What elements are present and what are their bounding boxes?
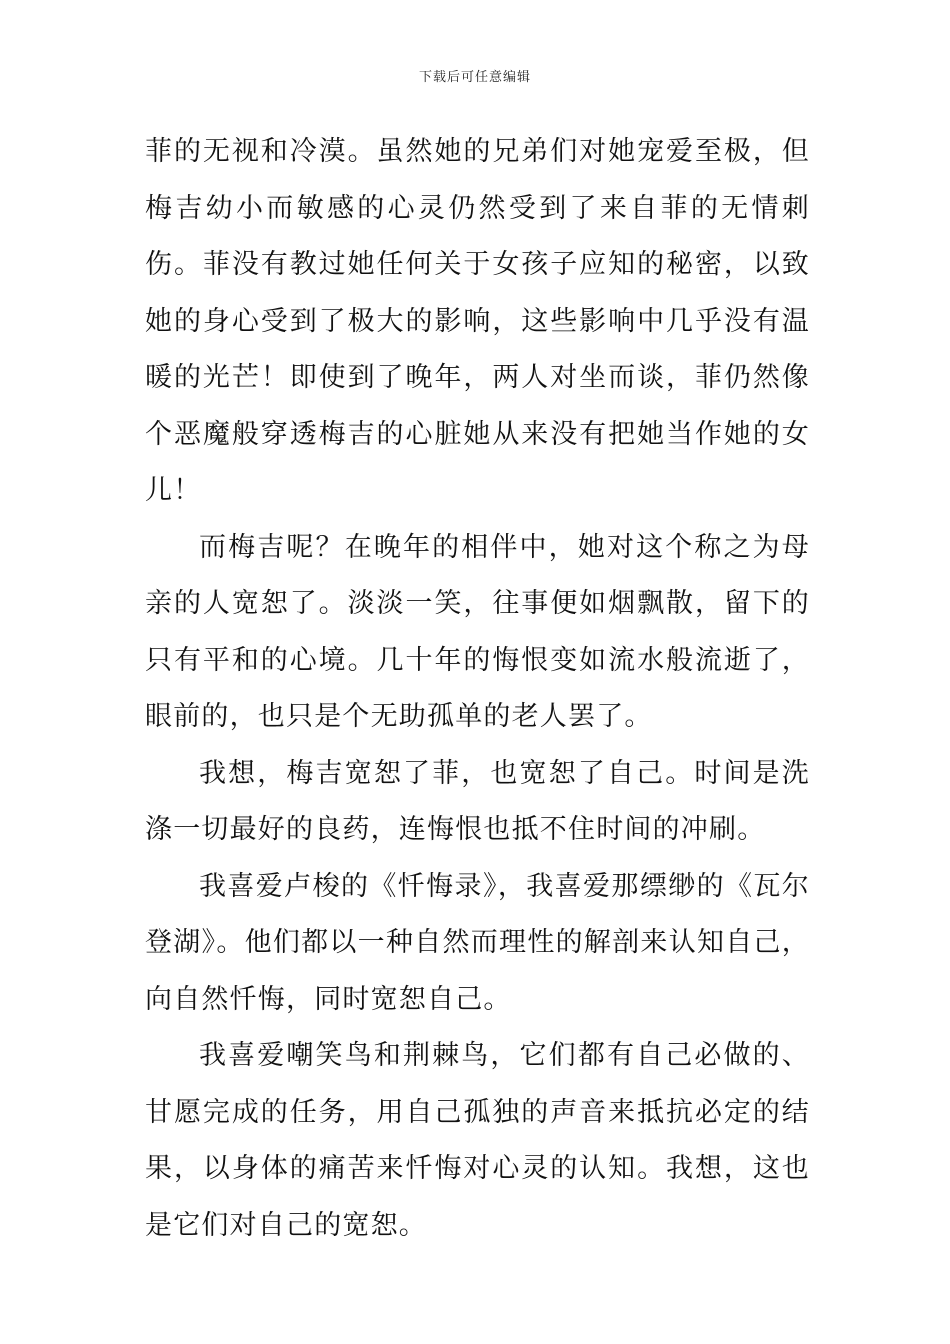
paragraph-3: 我想，梅吉宽恕了菲，也宽恕了自己。时间是洗涤一切最好的良药，连悔恨也抵不住时间的冲刷。 — [145, 757, 810, 845]
body-text — [145, 124, 810, 1254]
paragraph-5: 我喜爱嘲笑鸟和荆棘鸟，它们都有自己必做的、甘愿完成的任务，用自己孤独的声音来抵抗必定的结果，以身体的痛苦来忏悔对心灵的认知。我想，这也是它们对自己的宽恕。 — [145, 1040, 810, 1241]
paragraph-2: 而梅吉呢？在晚年的相伴中，她对这个称之为母亲的人宽恕了。淡淡一笑，往事便如烟飘散，留下的只有平和的心境。几十年的悔恨变如流水般流逝了，眼前的，也只是个无助孤单的老人罢了。 — [145, 531, 810, 732]
paragraph-4: 我喜爱卢梭的《忏悔录》，我喜爱那缥缈的《瓦尔登湖》。他们都以一种自然而理性的解剖来认知自己，向自然忏悔，同时宽恕自己。 — [145, 870, 810, 1015]
paragraph-1: 菲的无视和冷漠。虽然她的兄弟们对她宠爱至极，但梅吉幼小而敏感的心灵仍然受到了来自菲的无情刺伤。菲没有教过她任何关于女孩子应知的秘密，以致她的身心受到了极大的影响，这些影响中几乎没有温暖的光芒！即使到了晚年，两人对坐而谈，菲仍然像个恶魔般穿透梅吉的心脏她从来没有把她当作她的女儿！ — [145, 136, 810, 506]
header-note: 下载后可任意编辑 — [418, 70, 531, 85]
